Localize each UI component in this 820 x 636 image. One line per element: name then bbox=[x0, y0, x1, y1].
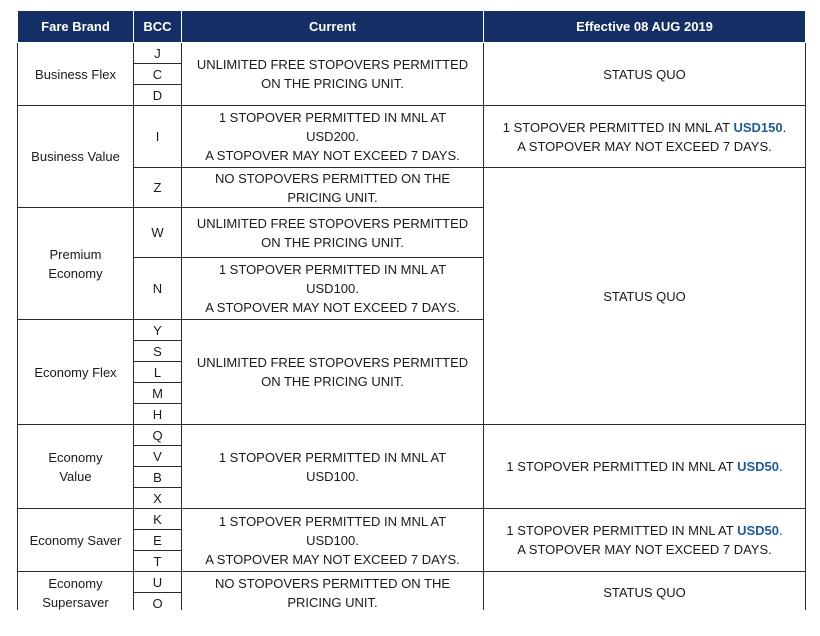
current-line: UNLIMITED FREE STOPOVERS PERMITTED bbox=[196, 355, 469, 370]
current-line: A STOPOVER MAY NOT EXCEED 7 DAYS. bbox=[205, 300, 460, 315]
table-row bbox=[18, 168, 806, 208]
brand-line: Supersaver bbox=[42, 594, 109, 610]
brand-economy-saver: Economy Saver bbox=[18, 509, 134, 572]
current-cell bbox=[182, 43, 484, 106]
bcc-cell: V bbox=[134, 446, 182, 467]
header-row bbox=[18, 11, 806, 43]
table-row bbox=[18, 43, 806, 64]
effective-cell bbox=[484, 106, 806, 168]
effective-line bbox=[488, 521, 801, 540]
effective-cell bbox=[484, 425, 806, 509]
effective-line bbox=[488, 118, 801, 137]
effective-text: 1 STOPOVER PERMITTED IN MNL AT bbox=[506, 459, 738, 474]
current-line: ON THE PRICING UNIT. bbox=[261, 234, 404, 250]
current-line: ON THE PRICING UNIT. bbox=[261, 374, 404, 389]
current-line: NO STOPOVERS PERMITTED ON THE bbox=[215, 170, 450, 186]
effective-cell: STATUS QUO bbox=[484, 168, 806, 425]
current-line: ON THE PRICING UNIT. bbox=[261, 76, 404, 91]
current-line: USD100. bbox=[306, 532, 359, 548]
brand-line: Economy bbox=[48, 575, 103, 591]
brand-premium-economy bbox=[18, 208, 134, 320]
current-line: 1 STOPOVER PERMITTED IN MNL AT bbox=[218, 513, 447, 529]
current-line: 1 STOPOVER PERMITTED IN MNL AT bbox=[218, 110, 447, 125]
bcc-cell: T bbox=[134, 551, 182, 572]
current-line: NO STOPOVERS PERMITTED ON THE bbox=[215, 575, 450, 591]
current-line: A STOPOVER MAY NOT EXCEED 7 DAYS. bbox=[205, 148, 460, 163]
current-line: 1 STOPOVER PERMITTED IN MNL AT bbox=[218, 262, 447, 277]
current-line: PRICING UNIT. bbox=[287, 594, 378, 610]
current-cell bbox=[182, 168, 484, 208]
current-line: PRICING UNIT. bbox=[287, 189, 378, 205]
effective-text: 1 STOPOVER PERMITTED IN MNL AT bbox=[506, 523, 738, 538]
header-fare-brand: Fare Brand bbox=[18, 11, 134, 43]
current-cell bbox=[182, 572, 484, 614]
fare-rules-table bbox=[17, 10, 806, 614]
bcc-cell: O bbox=[134, 593, 182, 614]
brand-line: Premium bbox=[49, 246, 102, 262]
effective-text: . bbox=[778, 459, 783, 474]
current-cell bbox=[182, 208, 484, 258]
table-row bbox=[18, 106, 806, 168]
bcc-cell: L bbox=[134, 362, 182, 383]
header-effective: Effective 08 AUG 2019 bbox=[484, 11, 806, 43]
bcc-cell: I bbox=[134, 106, 182, 168]
bcc-cell: B bbox=[134, 467, 182, 488]
header-current: Current bbox=[182, 11, 484, 43]
bcc-cell: S bbox=[134, 341, 182, 362]
current-line: A STOPOVER MAY NOT EXCEED 7 DAYS. bbox=[205, 551, 460, 567]
bcc-cell: K bbox=[134, 509, 182, 530]
brand-line: Economy bbox=[48, 265, 103, 281]
current-cell bbox=[182, 425, 484, 509]
table-row bbox=[18, 509, 806, 530]
brand-economy-supersaver bbox=[18, 572, 134, 614]
current-line: UNLIMITED FREE STOPOVERS PERMITTED bbox=[196, 57, 469, 72]
brand-business-flex: Business Flex bbox=[18, 43, 134, 106]
effective-line: A STOPOVER MAY NOT EXCEED 7 DAYS. bbox=[517, 138, 772, 154]
new-amount: USD150 bbox=[733, 119, 783, 135]
bcc-cell: J bbox=[134, 43, 182, 64]
bcc-cell: Z bbox=[134, 168, 182, 208]
brand-line: Value bbox=[59, 468, 92, 484]
effective-cell: STATUS QUO bbox=[484, 572, 806, 614]
effective-text: 1 STOPOVER PERMITTED IN MNL AT bbox=[502, 119, 734, 135]
bcc-cell: M bbox=[134, 383, 182, 404]
current-cell bbox=[182, 106, 484, 168]
current-cell bbox=[182, 258, 484, 320]
effective-text: . bbox=[778, 523, 783, 538]
bcc-cell: W bbox=[134, 208, 182, 258]
bcc-cell: Y bbox=[134, 320, 182, 341]
bcc-cell: C bbox=[134, 64, 182, 85]
bcc-cell: Q bbox=[134, 425, 182, 446]
effective-cell bbox=[484, 509, 806, 572]
bcc-cell: H bbox=[134, 404, 182, 425]
effective-line: A STOPOVER MAY NOT EXCEED 7 DAYS. bbox=[517, 542, 772, 557]
crop-edge bbox=[0, 610, 820, 636]
current-line: USD100. bbox=[306, 468, 359, 484]
bcc-cell: N bbox=[134, 258, 182, 320]
current-line: USD200. bbox=[306, 129, 359, 144]
bcc-cell: U bbox=[134, 572, 182, 593]
header-bcc: BCC bbox=[134, 11, 182, 43]
bcc-cell: X bbox=[134, 488, 182, 509]
current-cell bbox=[182, 509, 484, 572]
current-cell bbox=[182, 320, 484, 425]
brand-line: Economy bbox=[48, 449, 103, 465]
new-amount: USD50 bbox=[737, 459, 779, 474]
effective-text: . bbox=[782, 119, 787, 135]
current-line: USD100. bbox=[306, 281, 359, 296]
effective-cell: STATUS QUO bbox=[484, 43, 806, 106]
brand-economy-flex: Economy Flex bbox=[18, 320, 134, 425]
brand-economy-value bbox=[18, 425, 134, 509]
table-row bbox=[18, 425, 806, 446]
new-amount: USD50 bbox=[737, 523, 779, 538]
table-row bbox=[18, 572, 806, 593]
bcc-cell: D bbox=[134, 85, 182, 106]
brand-business-value: Business Value bbox=[18, 106, 134, 208]
current-line: UNLIMITED FREE STOPOVERS PERMITTED bbox=[196, 215, 469, 231]
current-line: 1 STOPOVER PERMITTED IN MNL AT bbox=[218, 449, 447, 465]
bcc-cell: E bbox=[134, 530, 182, 551]
